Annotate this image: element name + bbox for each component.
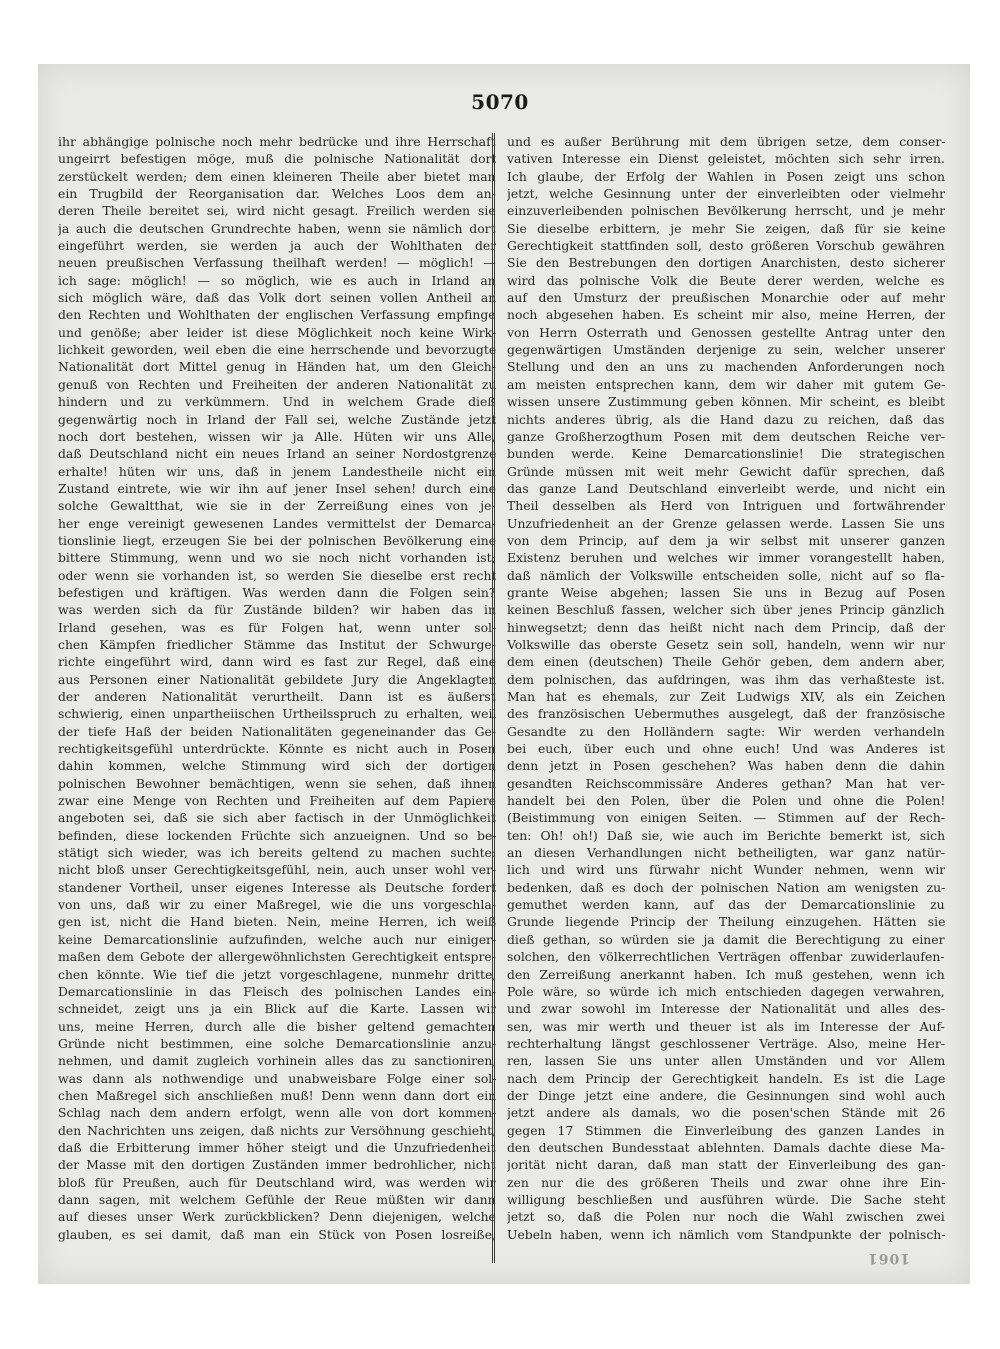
text-line: nichts anderes übrig, als die Hand dazu zu reichen, daß das bbox=[507, 411, 945, 427]
text-line: auf dieses unser Werk zurückblicken? Denn diejenigen, welche bbox=[58, 1209, 496, 1225]
text-line: hinwegsetzt; denn das heißt nicht nach dem Princip, daß der bbox=[507, 619, 945, 635]
text-line: her enge vereinigt gewesenen Landes vermittelst der Demarca- bbox=[58, 515, 496, 531]
text-line: oder wenn sie vorhanden ist, so werden Sie dieselbe erst recht bbox=[58, 567, 496, 583]
text-line: was dann als nothwendige und unabweisbare Folge einer sol- bbox=[58, 1070, 496, 1086]
text-line: und zwar sowohl im Interesse der Nationalität und alles des- bbox=[507, 1001, 945, 1017]
text-line: befinden, diese lockenden Früchte sich anzueignen. Und so be- bbox=[58, 827, 496, 843]
text-line: des französischen Uebermuthes ausgelegt, daß der französische bbox=[507, 706, 945, 722]
text-line: wissen unsere Zustimmung geben können. Mir scheint, es bleibt bbox=[507, 394, 945, 410]
text-line: grante Weise abgehen; lassen Sie uns in Bezug auf Posen bbox=[507, 584, 945, 600]
text-line: erhalte! hüten wir uns, daß in jenem Landestheile nicht ein bbox=[58, 463, 496, 479]
text-line: gen ist, nicht die Hand bieten. Nein, meine Herren, ich weiß bbox=[58, 914, 496, 930]
text-line: an diesen Verhandlungen nicht betheiligten, war ganz natür- bbox=[507, 845, 945, 861]
text-line: zen nur die des größeren Theils und zwar ohne ihre Ein- bbox=[507, 1174, 945, 1190]
text-line: hindern und zu verkümmern. Und in welchem Grade dieß bbox=[58, 394, 496, 410]
text-line: eingeführt werden, sie werden ja auch der Wohlthaten der bbox=[58, 238, 496, 254]
text-line: Unzufriedenheit an der Grenze gelassen werde. Lassen Sie uns bbox=[507, 515, 945, 531]
text-line: und genöße; aber leider ist diese Möglichkeit noch keine Wirk- bbox=[58, 324, 496, 340]
text-line: Volkswille das oberste Gesetz sein soll, handeln, wenn wir nur bbox=[507, 636, 945, 652]
text-line: Gründe müssen mit weit mehr Gewicht dafür sprechen, daß bbox=[507, 463, 945, 479]
text-line: den Rechten und Wohlthaten der englischen Verfassung empfinge bbox=[58, 307, 496, 323]
text-line: tionslinie liegt, erzeugen Sie bei der polnischen Bevölkerung eine bbox=[58, 532, 496, 548]
text-line: sen, was mir werth und theuer ist als im Interesse der Auf- bbox=[507, 1018, 945, 1034]
text-line: ihr abhängige polnische noch mehr bedrücke und ihre Herrschaft bbox=[58, 134, 496, 149]
text-line: sich möglich wäre, daß das Volk dort seinen vollen Antheil an bbox=[58, 290, 496, 306]
text-line: den Zerreißung anerkannt haben. Ich muß gestehen, wenn ich bbox=[507, 966, 945, 982]
text-line: Demarcationslinie in das Fleisch des polnischen Landes ein- bbox=[58, 983, 496, 999]
text-line: genuß von Rechten und Freiheiten der anderen Nationalität zu bbox=[58, 376, 496, 392]
text-line: jetzt, welche Gesinnung unter der einverleibten oder vielmehr bbox=[507, 186, 945, 202]
text-line: den Nachrichten uns zeigen, daß nichts zur Versöhnung geschieht, bbox=[58, 1122, 496, 1138]
text-line: und es außer Berührung mit dem übrigen setze, dem conser- bbox=[507, 134, 945, 149]
text-line: ganze Großherzogthum Posen mit dem deutschen Reiche ver- bbox=[507, 428, 945, 444]
text-line: gegen 17 Stimmen die Einverleibung des ganzen Landes in bbox=[507, 1122, 945, 1138]
text-line: willigung beschließen und ausführen würde. Die Sache steht bbox=[507, 1191, 945, 1207]
text-line: Gründe nicht bestimmen, eine solche Demarcationslinie anzu- bbox=[58, 1035, 496, 1051]
text-line: zerstückelt werden; dem einen kleineren Theile aber bietet man bbox=[58, 168, 496, 184]
text-line: von dem Princip, auf dem ja wir selbst mit unserer ganzen bbox=[507, 532, 945, 548]
text-line: Ich glaube, der Erfolg der Wahlen in Posen zeigt uns schon bbox=[507, 168, 945, 184]
text-line: gegenwärtigen Umständen derjenige zu sein, welcher unserer bbox=[507, 342, 945, 358]
text-line: vativen Interesse ein Dienst geleistet, möchten sich sehr irren. bbox=[507, 151, 945, 167]
text-line: jetzt so, daß die Polen nur noch die Wahl zwischen zwei bbox=[507, 1209, 945, 1225]
text-line: Irland gesehen, was es für Folgen hat, wenn unter sol- bbox=[58, 619, 496, 635]
column-rule bbox=[492, 133, 495, 1263]
text-line: (Beistimmung von einigen Seiten. — Stimmen auf der Rech- bbox=[507, 810, 945, 826]
text-line: dahin kommen, welche Stimmung wird sich der dortigen bbox=[58, 758, 496, 774]
text-line: Existenz beruhen und welches wir immer vorangestellt haben, bbox=[507, 550, 945, 566]
text-line: aus Personen einer Nationalität gebildete Jury die Angeklagten bbox=[58, 671, 496, 687]
text-line: lichkeit geworden, weil eben die eine herrschende und bevorzugte bbox=[58, 342, 496, 358]
text-line: ja auch die deutschen Grundrechte haben, wenn sie nämlich dort bbox=[58, 220, 496, 236]
text-line: chen Maßregel sich anschließen muß! Denn wenn dann dort ein bbox=[58, 1087, 496, 1103]
text-line: maßen dem Gebote der allergewöhnlichsten Gerechtigkeit entspre- bbox=[58, 949, 496, 965]
text-line: denn jetzt in Posen geschehen? Was haben denn die dahin bbox=[507, 758, 945, 774]
text-line: chen könnte. Wie tief die jetzt vorgeschlagene, nunmehr dritte, bbox=[58, 966, 496, 982]
text-line: handelt bei den Polen, über die Polen und ohne die Polen! bbox=[507, 793, 945, 809]
text-line: Nationalität dort Mittel genug in Händen hat, um den Gleich- bbox=[58, 359, 496, 375]
text-line: schwierig, einen unpartheiischen Urtheilsspruch zu erhalten, weil bbox=[58, 706, 496, 722]
text-line: von uns, daß wir zu einer Maßregel, wie die uns vorgeschla- bbox=[58, 897, 496, 913]
text-line: der Dinge jetzt eine andere, die Gesinnungen sind wohl auch bbox=[507, 1087, 945, 1103]
text-line: gesandten Reichscommissäre Anderes gethan? Man hat ver- bbox=[507, 775, 945, 791]
text-line: uns, meine Herren, durch alle die bisher geltend gemachten bbox=[58, 1018, 496, 1034]
text-line: Uebeln haben, wenn ich nämlich vom Standpunkte der polnisch- bbox=[507, 1226, 945, 1242]
text-line: Theil desselben als Herd von Intriguen und fortwährender bbox=[507, 498, 945, 514]
text-line: Gesandte zu den Holländern sagte: Wir werden verhandeln bbox=[507, 723, 945, 739]
text-line: dem einen (deutschen) Theile Gehör geben, dem andern aber, bbox=[507, 654, 945, 670]
text-line: Sie dieselbe erbittern, je mehr Sie zeigen, daß für sie keine bbox=[507, 220, 945, 236]
text-line: glauben, es sei damit, daß man ein Stück von Posen losreiße, bbox=[58, 1226, 496, 1242]
text-line: bedenken, daß es doch der polnischen Nation am wenigsten zu- bbox=[507, 879, 945, 895]
text-line: daß nämlich der Volkswille entscheiden solle, nicht auf so fla- bbox=[507, 567, 945, 583]
text-line: dann sagen, mit welchem Gefühle der Reue müßten wir dann bbox=[58, 1191, 496, 1207]
text-line: Man hat es ehemals, zur Zeit Ludwigs XIV, als ein Zeichen bbox=[507, 689, 945, 704]
text-line: nicht bloß unser Gerechtigkeitsgefühl, nein, auch unser wohl ver- bbox=[58, 862, 496, 878]
text-line: bittere Stimmung, wenn und wo sie noch nicht vorhanden ist; bbox=[58, 550, 496, 566]
text-line: daß Deutschland nicht ein neues Irland an seiner Nordostgrenze bbox=[58, 446, 496, 462]
text-line: nach dem Princip der Gerechtigkeit handeln. Es ist die Lage bbox=[507, 1070, 945, 1086]
text-line: zwar eine Menge von Rechten und Freiheiten auf dem Papiere bbox=[58, 793, 496, 809]
text-line: der anderen Nationalität verurtheilt. Dann ist es äußerst bbox=[58, 689, 496, 704]
text-line: deren Theile bereitet sei, wird nicht gesagt. Freilich werden sie bbox=[58, 203, 496, 219]
text-line: Sie den Bestrebungen den dortigen Anarchisten, desto sicherer bbox=[507, 255, 945, 271]
text-line: keine Demarcationslinie aufzufinden, welche auch nur einiger- bbox=[58, 931, 496, 947]
text-line: richte eingeführt wird, dann wird es fast zur Regel, daß eine bbox=[58, 654, 496, 670]
page-stamp: 1061 bbox=[867, 1250, 910, 1266]
text-line: bei euch, über euch und ohne euch! Und was Anderes ist bbox=[507, 741, 945, 757]
text-line: schneidet, zeigt uns ja ein Blick auf die Karte. Lassen wir bbox=[58, 1001, 496, 1017]
text-line: polnischen Bewohner bemächtigen, wenn sie sehen, daß ihnen bbox=[58, 775, 496, 791]
text-line: von Herrn Osterrath und Genossen gestellte Antrag unter den bbox=[507, 324, 945, 340]
text-line: auf den Umsturz der preußischen Monarchie oder auf mehr bbox=[507, 290, 945, 306]
text-line: Zustand eintrete, wie wir ihn auf jener Insel sehen! durch eine bbox=[58, 480, 496, 496]
text-line: wird das polnische Volk die Beute derer werden, welche es bbox=[507, 272, 945, 288]
text-line: am meisten entsprechen kann, dem wir daher mit gutem Ge- bbox=[507, 376, 945, 392]
text-line: dem polnischen, das aufdringen, was ihm das verhaßteste ist. bbox=[507, 671, 945, 687]
text-line: gegenwärtig noch in Irland der Fall sei, welche Zustände jetzt bbox=[58, 411, 496, 427]
text-line: angeboten sei, daß sie sich aber factisch in der Unmöglichkeit bbox=[58, 810, 496, 826]
text-line: Gerechtigkeit stattfinden soll, desto größeren Vorschub gewähren bbox=[507, 238, 945, 254]
text-line: lich und wird uns fürwahr nicht Wunder nehmen, wenn wir bbox=[507, 862, 945, 878]
text-line: stätigt sich wieder, was ich bereits geltend zu machen suchte: bbox=[58, 845, 496, 861]
text-line: bloß für Preußen, auch für Deutschland wird, was werden wir bbox=[58, 1174, 496, 1190]
text-line: Schlag nach dem andern erfolgt, wenn alle von dort kommen- bbox=[58, 1105, 496, 1121]
text-column-left bbox=[58, 133, 496, 1243]
text-line: den deutschen Bundesstaat ablehnten. Damals dachte diese Ma- bbox=[507, 1139, 945, 1155]
text-line: standener Vortheil, unser eigenes Interesse als Deutsche fordert bbox=[58, 879, 496, 895]
text-line: was werden sich da für Zustände bilden? wir haben das in bbox=[58, 602, 496, 618]
text-line: bunden werde. Keine Demarcationslinie! Die strategischen bbox=[507, 446, 945, 462]
text-line: solchen, den völkerrechtlichen Verträgen offenbar zuwiderlaufen- bbox=[507, 949, 945, 965]
text-line: Grunde liegende Princip der Theilung einzugehen. Hätten sie bbox=[507, 914, 945, 930]
text-line: Stellung und den an uns zu machenden Anforderungen noch bbox=[507, 359, 945, 375]
text-line: ten: Oh! oh!) Daß sie, wie auch im Berichte bemerkt ist, sich bbox=[507, 827, 945, 843]
text-line: das ganze Land Deutschland einverleibt werde, und nicht ein bbox=[507, 480, 945, 496]
text-line: ein Trugbild der Reorganisation dar. Welches Loos dem an- bbox=[58, 186, 496, 202]
text-line: Pole wäre, so würde ich mich entschieden dagegen verwahren, bbox=[507, 983, 945, 999]
text-line: gemuthet werden kann, auf das der Demarcationslinie zu bbox=[507, 897, 945, 913]
text-line: noch dort bestehen, wissen wir ja Alle. Hüten wir uns Alle, bbox=[58, 428, 496, 444]
text-line: ungeirrt befestigen möge, muß die polnische Nationalität dort bbox=[58, 151, 496, 167]
text-line: ich sage: möglich! — so möglich, wie es auch in Irland an bbox=[58, 272, 496, 288]
text-line: befestigen und kräftigen. Was werden dann die Folgen sein? bbox=[58, 584, 496, 600]
text-column-right bbox=[507, 133, 945, 1243]
text-line: rechterhaltung längst geschlossener Verträge. Also, meine Her- bbox=[507, 1035, 945, 1051]
text-line: jorität nicht daran, daß man statt der Einverleibung des gan- bbox=[507, 1157, 945, 1173]
text-line: neuen preußischen Verfassung theilhaft werden! — möglich! — bbox=[58, 255, 496, 271]
text-line: der Masse mit den dortigen Zuständen immer bedrohlicher, nicht bbox=[58, 1157, 496, 1173]
text-line: chen Kämpfen friedlicher Stämme das Institut der Schwurge- bbox=[58, 636, 496, 652]
text-line: solche Gewaltthat, wie sie in der Zerreißung eines von je- bbox=[58, 498, 496, 514]
text-line: nehmen, und damit zugleich vorhinein alles das zu sanctioniren, bbox=[58, 1053, 496, 1069]
text-line: jetzt andere als damals, wo die posen'schen Stände mit 26 bbox=[507, 1105, 945, 1121]
text-line: daß die Erbitterung immer höher steigt und die Unzufriedenheit bbox=[58, 1139, 496, 1155]
text-line: ren, lassen Sie uns unter allen Umständen und vor Allem bbox=[507, 1053, 945, 1069]
text-line: keinen Beschluß fassen, welcher sich über jenes Princip gänzlich bbox=[507, 602, 945, 618]
text-line: der tiefe Haß der beiden Nationalitäten gegeneinander das Ge- bbox=[58, 723, 496, 739]
text-line: rechtigkeitsgefühl unterdrückte. Könnte es nicht auch in Posen bbox=[58, 741, 496, 757]
page-number: 5070 bbox=[471, 90, 529, 114]
text-line: dieß gethan, so würden sie ja damit die Berechtigung zu einer bbox=[507, 931, 945, 947]
text-line: einzuverleibenden polnischen Bevölkerung herrscht, und je mehr bbox=[507, 203, 945, 219]
text-line: noch abgesehen haben. Es scheint mir also, meine Herren, der bbox=[507, 307, 945, 323]
